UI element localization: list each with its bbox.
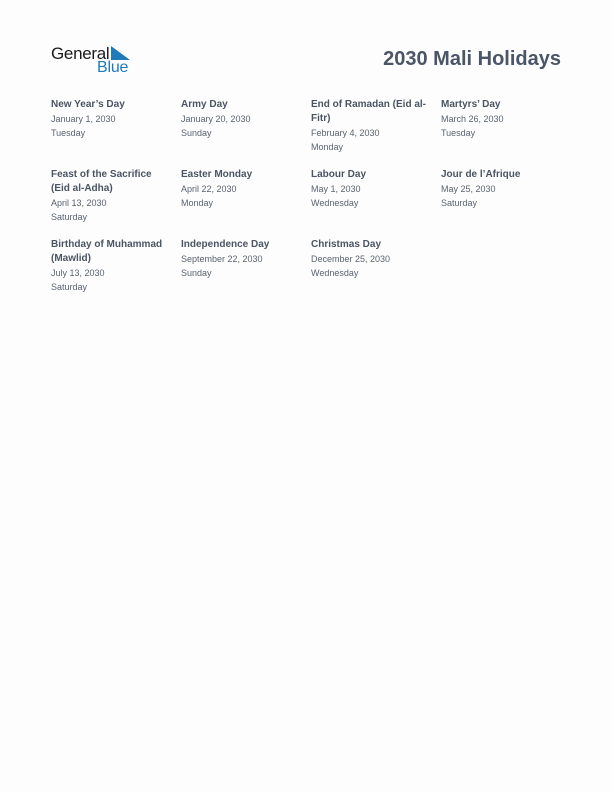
holiday-name: Labour Day	[311, 169, 367, 180]
holiday-date: February 4, 2030	[311, 128, 380, 138]
holiday-date: April 22, 2030	[181, 184, 237, 194]
holiday-name: Independence Day	[181, 239, 270, 250]
logo-word-general: General	[51, 44, 110, 63]
holiday-date: January 1, 2030	[51, 114, 116, 124]
generalblue-logo	[51, 44, 141, 78]
holiday-item	[181, 238, 311, 308]
holiday-weekday: Wednesday	[311, 198, 359, 208]
holiday-list	[51, 98, 571, 308]
holiday-name: End of Ramadan (Eid al-Fitr)	[311, 99, 427, 124]
holiday-item	[311, 168, 441, 238]
holiday-item	[181, 168, 311, 238]
holiday-item	[181, 98, 311, 168]
holiday-weekday: Saturday	[51, 282, 88, 292]
holiday-date: December 25, 2030	[311, 254, 391, 264]
holiday-date: July 13, 2030	[51, 268, 105, 278]
holiday-weekday: Sunday	[181, 268, 212, 278]
holiday-weekday: Monday	[181, 198, 214, 208]
holiday-weekday: Saturday	[441, 198, 478, 208]
holiday-name: New Year’s Day	[51, 99, 125, 110]
logo-word-blue: Blue	[97, 59, 129, 76]
holiday-weekday: Wednesday	[311, 268, 359, 278]
holiday-name: Martyrs’ Day	[441, 99, 501, 110]
holiday-name: Jour de l’Afrique	[441, 169, 521, 180]
page-title: 2030 Mali Holidays	[383, 48, 561, 70]
holiday-weekday: Sunday	[181, 128, 212, 138]
holiday-name: Feast of the Sacrifice (Eid al-Adha)	[51, 169, 152, 194]
holiday-item	[441, 98, 571, 168]
holiday-item	[441, 168, 571, 238]
holiday-date: September 22, 2030	[181, 254, 263, 264]
holiday-date: May 1, 2030	[311, 184, 361, 194]
holiday-weekday: Monday	[311, 142, 344, 152]
holiday-name: Birthday of Muhammad (Mawlid)	[51, 239, 163, 264]
holiday-date: January 20, 2030	[181, 114, 251, 124]
holiday-weekday: Saturday	[51, 212, 88, 222]
holiday-item	[51, 238, 181, 308]
holiday-item	[51, 168, 181, 238]
holiday-item	[51, 98, 181, 168]
holiday-name: Army Day	[181, 99, 228, 110]
holiday-date: May 25, 2030	[441, 184, 496, 194]
holiday-item	[311, 238, 441, 308]
holiday-weekday: Tuesday	[51, 128, 86, 138]
holiday-date: March 26, 2030	[441, 114, 504, 124]
holiday-item	[311, 98, 441, 168]
holiday-date: April 13, 2030	[51, 198, 107, 208]
holiday-weekday: Tuesday	[441, 128, 476, 138]
holiday-name: Easter Monday	[181, 169, 253, 180]
logo-triangle-icon	[111, 46, 131, 60]
holiday-name: Christmas Day	[311, 239, 382, 250]
